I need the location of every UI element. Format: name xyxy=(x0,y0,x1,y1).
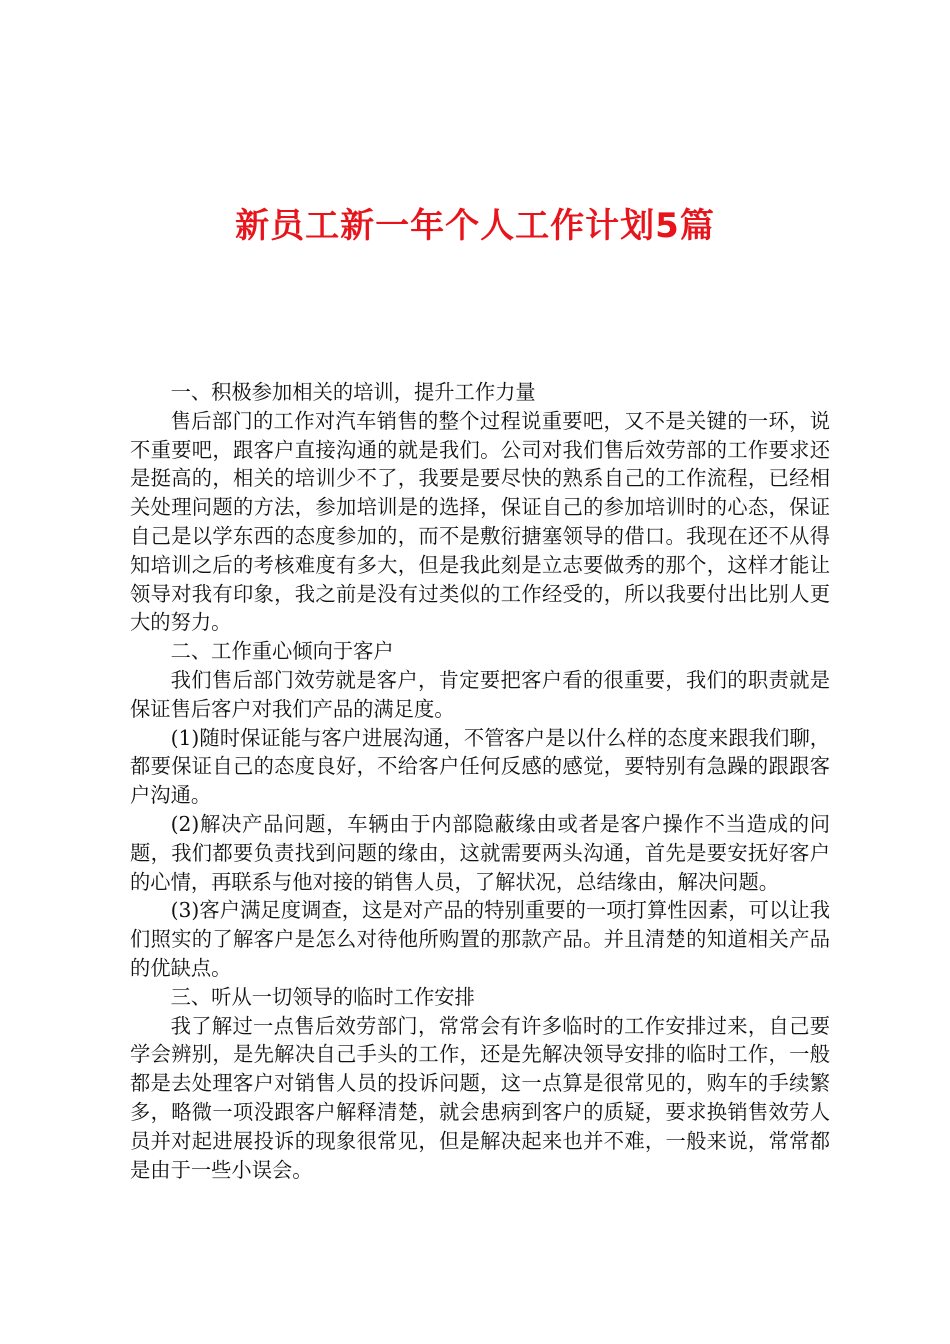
list-item-communication: (1)随时保证能与客户进展沟通，不管客户是以什么样的态度来跟我们聊，都要保证自己的态度良好，不给客户任何反感的感觉，要特别有急躁的跟跟客户沟通。 xyxy=(130,725,830,808)
list-item-problem-solving: (2)解决产品问题，车辆由于内部隐蔽缘由或者是客户操作不当造成的问题，我们都要负责找到问题的缘由，这就需要两头沟通，首先是要安抚好客户的心情，再联系与他对接的销售人员，了解状况，总结缘由，解决问题。 xyxy=(130,811,830,894)
section-heading-temporary-tasks: 三、听从一切领导的临时工作安排 xyxy=(170,984,475,1009)
paragraph-temporary-tasks-body: 我了解过一点售后效劳部门，常常会有许多临时的工作安排过来，自己要学会辨别，是先解决自己手头的工作，还是先解决领导安排的临时工作，一般都是去处理客户对销售人员的投诉问题，这一点算是很常见的，购车的手续繁多，略微一项没跟客户解释清楚，就会患病到客户的质疑，要求换销售效劳人员并对起进展投诉的现象很常见，但是解决起来也并不难，一般来说，常常都是由于一些小误会。 xyxy=(130,1013,830,1182)
document-title: 新员工新一年个人工作计划5篇 xyxy=(235,206,715,246)
paragraph-training-body: 售后部门的工作对汽车销售的整个过程说重要吧，又不是关键的一环，说不重要吧，跟客户直接沟通的就是我们。公司对我们售后效劳部的工作要求还是挺高的，相关的培训少不了，我要是要尽快的熟系自己的工作流程，已经相关处理问题的方法，参加培训是的选择，保证自己的参加培训时的心态，保证自己是以学东西的态度参加的，而不是敷衍搪塞领导的借口。我现在还不从得知培训之后的考核难度有多大，但是我此刻是立志要做秀的那个，这样才能让领导对我有印象，我之前是没有过类似的工作经受的，所以我要付出比别人更大的努力。 xyxy=(130,408,830,635)
section-heading-training: 一、积极参加相关的培训，提升工作力量 xyxy=(170,380,536,404)
paragraph-customer-focus-body: 我们售后部门效劳就是客户，肯定要把客户看的很重要，我们的职责就是保证售后客户对我们产品的满足度。 xyxy=(130,667,830,721)
list-item-satisfaction-survey: (3)客户满足度调查，这是对产品的特别重要的一项打算性因素，可以让我们照实的了解客户是怎么对待他所购置的那款产品。并且清楚的知道相关产品的优缺点。 xyxy=(130,898,830,980)
section-heading-customer-focus: 二、工作重心倾向于客户 xyxy=(170,639,394,664)
document-body xyxy=(130,378,830,1184)
